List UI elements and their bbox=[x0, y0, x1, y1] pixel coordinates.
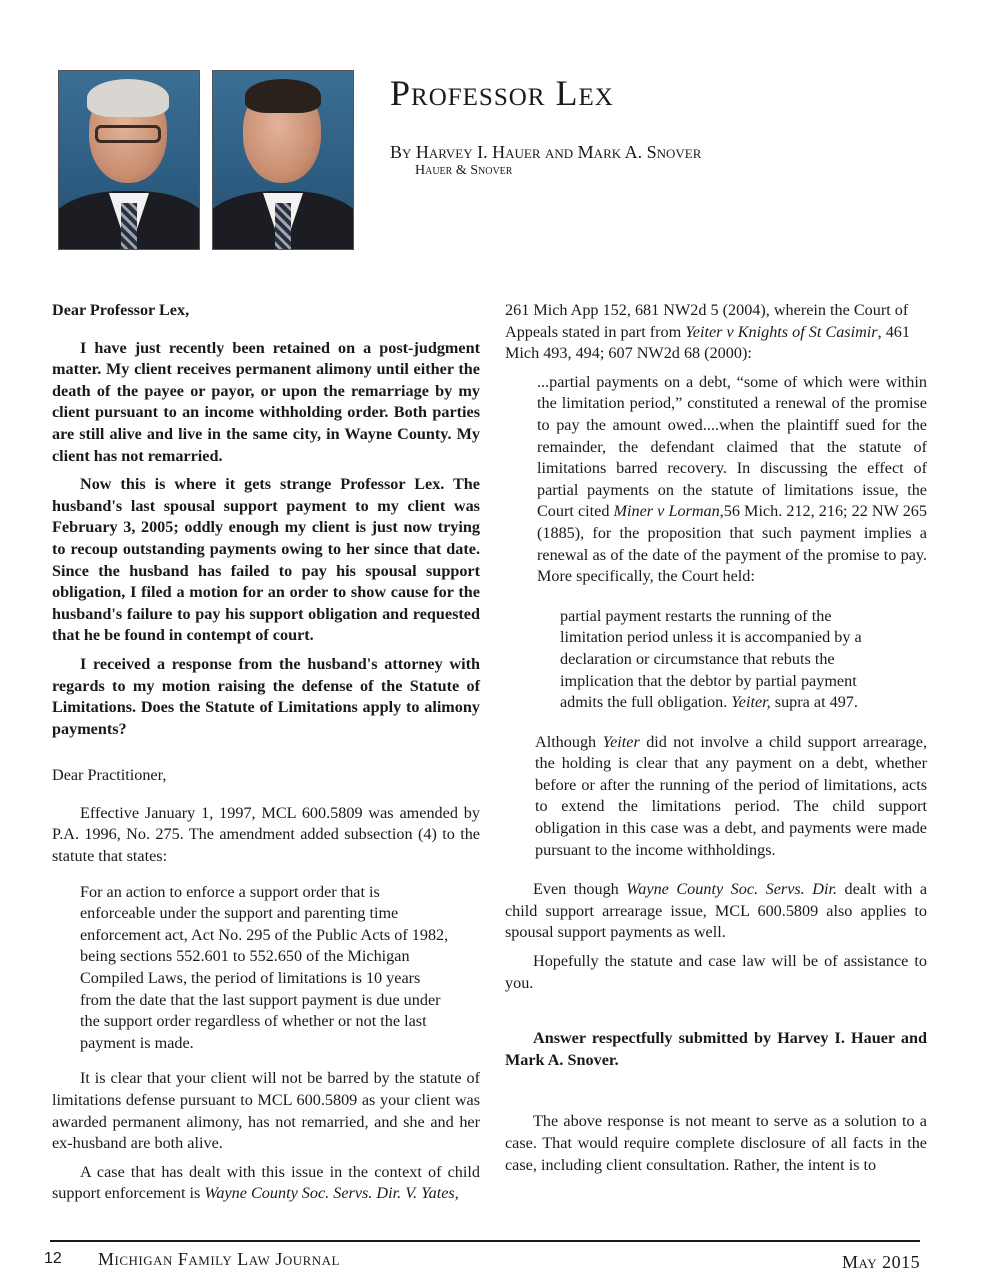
quote-2-end: ,56 Mich. 212, 216; 22 NW 265 (1885), for the proposition that such payment implies a renewal as of the date of the payment of the promise to pay. More specifically, the Court held: bbox=[537, 502, 927, 586]
author-photo-hauer bbox=[58, 70, 200, 250]
photo-tie bbox=[121, 203, 137, 250]
case-citation: Miner v Lorman bbox=[613, 502, 720, 521]
signoff: Answer respectfully submitted by Harvey I. Hauer and Mark A. Snover. bbox=[505, 1029, 927, 1069]
glasses-icon bbox=[95, 125, 161, 143]
holding-quote bbox=[560, 606, 879, 714]
question-paragraph-1: I have just recently been retained on a post-judgment matter. My client receives permanent alimony until either the death of the payee or payor, or upon the remarriage by my client pursuant to an income withholding order. Both parties are still alive and live in the same city, in Wayne County. My client has not remarried. bbox=[52, 338, 480, 465]
court-quote bbox=[537, 372, 927, 588]
quote-2-text: ...partial payments on a debt, “some of which were within the limitation period,” constituted a renewal of the promise to pay the amount owed....when the plaintiff sued for the remainder, the defendant claimed that the statute of limitations barred recovery. In discussing the effect of partial payments on the statute of limitations issue, the Court cited bbox=[537, 372, 927, 521]
case-citation: Wayne County Soc. Servs. Dir. bbox=[626, 880, 837, 899]
issue-date: May 2015 bbox=[842, 1252, 921, 1268]
answer-paragraph-1: Effective January 1, 1997, MCL 600.5809 was amended by P.A. 1996, No. 275. The amendment added subsection (4) to the statute that states: bbox=[52, 803, 480, 866]
statute-quote: For an action to enforce a support order that is enforceable under the support and parenting time enforcement act, Act No. 295 of the Public Acts of 1982, being sections 552.601 to 552.650 of the Michigan Compiled Laws, the period of limitations is 10 years from the date that the last support payment is due under the support order regardless of whether or not the last payment is made. bbox=[80, 882, 449, 1052]
answer-paragraph-2: It is clear that your client will not be barred by the statute of limitations defense pursuant to MCL 600.5809 as your client was awarded permanent alimony, has not remarried, and she and her ex-husband are both alive. bbox=[52, 1069, 480, 1153]
firm-name: Hauer & Snover bbox=[415, 163, 513, 178]
photo-hair bbox=[87, 79, 169, 117]
quote-3-text: partial payment restarts the running of the limitation period unless it is accompanied by a declaration or circumstance that rebuts the implication that the debtor by partial payment admits the full obligation. bbox=[560, 606, 862, 712]
case-citation: Yeiter bbox=[602, 732, 640, 751]
question-paragraph-3: I received a response from the husband's attorney with regards to my motion raising the defense of the Statute of Limitations. Does the Statute of Limitations apply to alimony payments? bbox=[52, 654, 480, 738]
right-1-text: 261 Mich App 152, 681 NW2d 5 (2004), wherein the Court of Appeals stated in part from bbox=[505, 301, 909, 341]
right-column bbox=[505, 300, 927, 1183]
case-citation: Yeiter v Knights of St Casimir bbox=[685, 322, 878, 341]
right-1-end: , 461 Mich 493, 494; 607 NW2d 68 (2000): bbox=[505, 322, 910, 363]
right-2-text: Although bbox=[535, 732, 603, 751]
case-citation: Wayne County Soc. Servs. Dir. V. Yates, bbox=[204, 1184, 459, 1203]
disclaimer: The above response is not meant to serve as a solution to a case. That would require complete disclosure of all facts in the case, including client consultation. Rather, the intent is to bbox=[505, 1112, 927, 1174]
photo-hair bbox=[245, 79, 321, 113]
right-paragraph-3 bbox=[505, 879, 927, 944]
case-citation: Yeiter, bbox=[731, 693, 771, 712]
page-title: Professor Lex bbox=[390, 73, 614, 113]
right-paragraph-2 bbox=[535, 732, 927, 862]
photo-tie bbox=[275, 203, 291, 250]
right-3-text: Even though bbox=[533, 880, 627, 899]
right-2-end: did not involve a child support arrearage, the holding is clear that any payment on a debt, whether before or after the running of the period of limitations, acts to extend the limitations period. The child support obligation in this case was a debt, and payments were made pursuant to the income withholdings. bbox=[535, 732, 927, 859]
answer-3-text: A case that has dealt with this issue in the context of child support enforcement is bbox=[52, 1162, 480, 1203]
answer-paragraph-3 bbox=[52, 1162, 480, 1205]
author-photo-snover bbox=[212, 70, 354, 250]
letter-salutation: Dear Professor Lex, bbox=[52, 301, 190, 319]
reply-salutation: Dear Practitioner, bbox=[52, 766, 167, 785]
byline: By Harvey I. Hauer and Mark A. Snover bbox=[390, 142, 702, 162]
footer-divider bbox=[50, 1240, 920, 1242]
question-paragraph-2: Now this is where it gets strange Professor Lex. The husband's last spousal support payment to my client was February 3, 2005; oddly enough my client is just now trying to recoup outstanding payments owing to her since that date. Since the husband has failed to pay his spousal support obligation, I filed a motion for an order to show cause for the husband's failure to pay his support obligation and requested that he be found in contempt of court. bbox=[52, 475, 480, 645]
left-column bbox=[52, 300, 480, 1212]
page-number: 12 bbox=[44, 1250, 62, 1267]
journal-name: Michigan Family Law Journal bbox=[98, 1249, 340, 1269]
right-paragraph-1 bbox=[505, 300, 927, 365]
right-paragraph-4: Hopefully the statute and case law will be of assistance to you. bbox=[505, 952, 927, 992]
quote-3-end: supra at 497. bbox=[770, 693, 858, 712]
right-3-end: dealt with a child support arrearage issue, MCL 600.5809 also applies to spousal support payments as well. bbox=[505, 880, 928, 942]
